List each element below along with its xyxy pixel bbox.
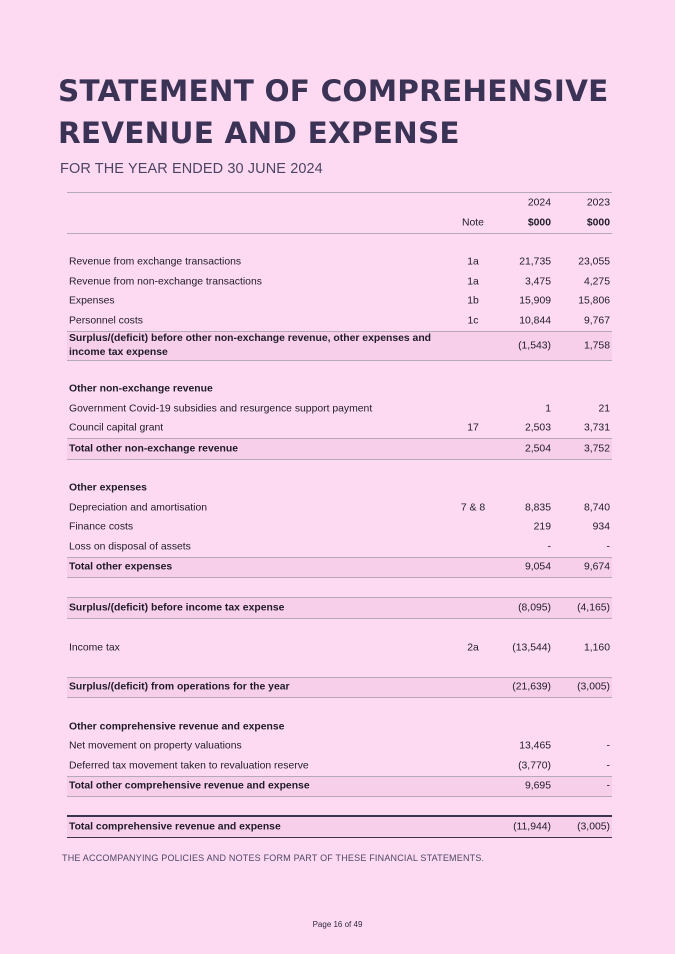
spacer xyxy=(67,361,612,380)
row-value-2023: 15,806 xyxy=(578,295,610,307)
row-label: Revenue from non-exchange transactions xyxy=(69,276,262,288)
row-value-2024: 10,844 xyxy=(519,315,551,327)
row-label: Depreciation and amortisation xyxy=(69,502,208,514)
header-row-years xyxy=(67,193,612,213)
page-title-line-1: STATEMENT OF COMPREHENSIVE xyxy=(58,74,609,108)
header-row-units xyxy=(67,213,612,234)
section-heading-label: Other non-exchange revenue xyxy=(69,383,213,395)
row-value-2024: (11,944) xyxy=(513,821,551,833)
header-unit-current: $000 xyxy=(527,217,551,228)
row-value-2023: 934 xyxy=(592,521,610,533)
table-row xyxy=(67,737,612,757)
row-value-2023: 4,275 xyxy=(583,276,610,288)
row-value-2023: (3,005) xyxy=(577,681,610,693)
page-subtitle: FOR THE YEAR ENDED 30 JUNE 2024 xyxy=(60,161,323,177)
row-value-2024: 1 xyxy=(545,403,551,415)
table-row xyxy=(67,756,612,776)
row-value-2023: 9,767 xyxy=(583,315,610,327)
row-value-2023: 3,731 xyxy=(583,422,610,434)
table-row xyxy=(67,498,612,518)
row-label: Income tax xyxy=(69,642,120,654)
row-label: Deferred tax movement taken to revaluation reserve xyxy=(69,760,309,772)
row-label-line-2: income tax expense xyxy=(69,346,168,358)
row-note: 1b xyxy=(467,295,479,307)
row-value-2024: 15,909 xyxy=(519,295,551,307)
table-row xyxy=(67,311,612,331)
section-heading xyxy=(67,479,612,499)
row-value-2023: 8,740 xyxy=(583,502,610,514)
header-year-current: 2024 xyxy=(527,197,551,209)
row-value-2023: - xyxy=(606,541,610,553)
section-heading-label: Other comprehensive revenue and expense xyxy=(69,721,285,733)
table-row xyxy=(67,419,612,439)
page-title-line-2: REVENUE AND EXPENSE xyxy=(58,116,460,150)
row-label: Surplus/(deficit) before income tax expense xyxy=(69,602,285,614)
row-label: Personnel costs xyxy=(69,315,143,327)
row-label-line-1: Surplus/(deficit) before other non-exchange revenue, other expenses and xyxy=(69,332,432,344)
row-value-2023: (3,005) xyxy=(577,821,610,833)
row-value-2023: - xyxy=(606,760,610,772)
row-value-2023: 3,752 xyxy=(583,443,610,455)
row-value-2024: 2,503 xyxy=(524,422,551,434)
spacer xyxy=(67,698,612,717)
page-title xyxy=(58,70,658,154)
row-value-2024: (8,095) xyxy=(518,602,551,614)
row-label: Expenses xyxy=(69,295,115,307)
row-note: 7 & 8 xyxy=(460,502,486,514)
table-row xyxy=(67,292,612,312)
spacer xyxy=(67,658,612,677)
section-heading xyxy=(67,380,612,400)
row-value-2023: (4,165) xyxy=(577,602,610,614)
row-label: Total other non-exchange revenue xyxy=(69,443,238,455)
row-label: Revenue from exchange transactions xyxy=(69,256,242,268)
grand-total-row xyxy=(67,815,612,838)
row-value-2023: - xyxy=(606,780,610,792)
row-value-2024: 3,475 xyxy=(524,276,551,288)
header-year-prior: 2023 xyxy=(586,197,610,209)
row-note: 17 xyxy=(467,422,479,434)
subtotal-row xyxy=(67,677,612,699)
table-row xyxy=(67,253,612,273)
spacer xyxy=(67,797,612,815)
row-value-2023: 23,055 xyxy=(578,256,610,268)
row-note: 1a xyxy=(467,276,479,288)
subtotal-row xyxy=(67,331,612,361)
row-label: Net movement on property valuations xyxy=(69,740,242,752)
row-label: Total other comprehensive revenue and expense xyxy=(69,780,310,792)
subtotal-row xyxy=(67,597,612,619)
spacer xyxy=(67,460,612,479)
subtotal-row xyxy=(67,776,612,798)
row-value-2024: 9,695 xyxy=(524,780,551,792)
row-label: Total other expenses xyxy=(69,561,173,573)
row-label: Finance costs xyxy=(69,521,134,533)
row-value-2023: - xyxy=(606,740,610,752)
footer-note: THE ACCOMPANYING POLICIES AND NOTES FORM PART OF THESE FINANCIAL STATEMENTS. xyxy=(62,853,485,863)
row-note: 2a xyxy=(467,642,479,654)
header-note: Note xyxy=(462,217,484,228)
row-note: 1c xyxy=(467,315,479,327)
row-value-2024: (3,770) xyxy=(518,760,551,772)
table-row xyxy=(67,272,612,292)
row-value-2024: (1,543) xyxy=(518,340,551,351)
row-value-2024: 21,735 xyxy=(519,256,551,268)
row-label: Loss on disposal of assets xyxy=(69,541,191,553)
spacer xyxy=(67,619,612,639)
row-value-2024: 8,835 xyxy=(524,502,551,514)
section-heading-label: Other expenses xyxy=(69,482,147,494)
table-row xyxy=(67,638,612,658)
table-row xyxy=(67,399,612,419)
row-value-2024: 2,504 xyxy=(524,443,551,455)
financial-statement-table xyxy=(67,192,612,838)
row-label: Surplus/(deficit) from operations for the year xyxy=(69,681,290,693)
table-row xyxy=(67,518,612,538)
row-value-2024: (13,544) xyxy=(512,642,551,654)
header-unit-prior: $000 xyxy=(586,217,610,228)
row-value-2024: 219 xyxy=(533,521,551,533)
spacer xyxy=(67,234,612,253)
subtotal-row xyxy=(67,557,612,579)
row-value-2023: 1,160 xyxy=(583,642,610,654)
row-value-2023: 1,758 xyxy=(583,340,610,351)
row-label: Total comprehensive revenue and expense xyxy=(69,821,281,833)
table-row xyxy=(67,537,612,557)
row-label: Government Covid-19 subsidies and resurgence support payment xyxy=(69,403,373,415)
row-label: Council capital grant xyxy=(69,422,164,434)
row-value-2024: (21,639) xyxy=(512,681,551,693)
section-heading xyxy=(67,717,612,737)
row-value-2024: 13,465 xyxy=(519,740,551,752)
row-value-2023: 21 xyxy=(598,403,610,415)
row-label xyxy=(69,332,431,360)
subtotal-row xyxy=(67,438,612,460)
page-number: Page 16 of 49 xyxy=(312,920,363,929)
row-value-2024: 9,054 xyxy=(524,561,551,573)
row-value-2024: - xyxy=(547,541,551,553)
row-value-2023: 9,674 xyxy=(583,561,610,573)
spacer xyxy=(67,578,612,597)
row-note: 1a xyxy=(467,256,479,268)
